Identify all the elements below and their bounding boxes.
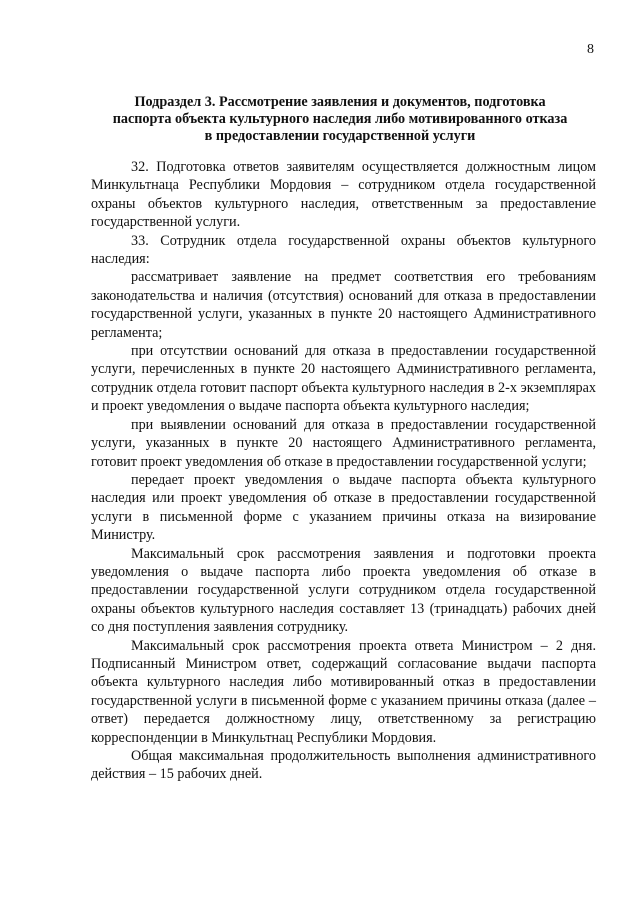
section-heading: [60, 94, 620, 145]
heading-line: Подраздел 3. Рассмотрение заявления и документов, подготовка: [134, 94, 546, 110]
paragraph-32: 32. Подготовка ответов заявителям осуществляется должностным лицом Минкультнаца Республики Мордовия – сотрудником отдела государственной охраны объектов культурного наследия, ответственным за предоставление государственной услуги.: [91, 159, 596, 231]
document-body: [91, 158, 596, 784]
heading-line: паспорта объекта культурного наследия либо мотивированного отказа: [112, 111, 568, 127]
list-item-no-grounds: при отсутствии оснований для отказа в предоставлении государственной услуги, перечисленных в пункте 20 настоящего Административного регламента, сотрудник отдела готовит паспорт объекта культурного наследия в 2-х экземплярах и проект уведомления о выдаче паспорта объекта культурного наследия;: [91, 343, 596, 415]
page-number: 8: [587, 42, 594, 57]
heading-line: в предоставлении государственной услуги: [204, 128, 476, 144]
paragraph-33: 33. Сотрудник отдела государственной охраны объектов культурного наследия:: [91, 232, 596, 268]
list-item-grounds-found: при выявлении оснований для отказа в предоставлении государственной услуги, указанных в пункте 20 настоящего Административного регламента, готовит проект уведомления об отказе в предоставлении государственной услуги;: [91, 416, 596, 470]
list-item-transfer: передает проект уведомления о выдаче паспорта объекта культурного наследия или проект уведомления об отказе в предоставлении государственной услуги в письменной форме с указанием причины отказа на визирование Министру.: [91, 471, 596, 544]
list-item-review: рассматривает заявление на предмет соответствия его требованиям законодательства и наличия (отсутствия) оснований для отказа в предоставлении государственной услуги, указанных в пункте 20 настоящего Административного регламента;: [91, 269, 596, 341]
paragraph-max-term-minister: Максимальный срок рассмотрения проекта ответа Министром – 2 дня. Подписанный Министром ответ, содержащий согласование выдачи паспорта объекта культурного наследия либо мотивированный отказ в предоставлении государственной услуги в письменной форме с указанием причины отказа (далее – ответ) передается должностному лицу, ответственному за регистрацию корреспонденции в Минкультнац Республики Мордовия.: [91, 637, 596, 746]
paragraph-max-term-review: Максимальный срок рассмотрения заявления и подготовки проекта уведомления о выдаче паспорта либо проекта уведомления об отказе в предоставлении государственной услуги сотрудником отдела государственной охраны объектов культурного наследия составляет 13 (тринадцать) рабочих дней со дня поступления заявления сотруднику.: [91, 545, 596, 636]
paragraph-total-duration: Общая максимальная продолжительность выполнения административного действия – 15 рабочих дней.: [91, 748, 596, 783]
